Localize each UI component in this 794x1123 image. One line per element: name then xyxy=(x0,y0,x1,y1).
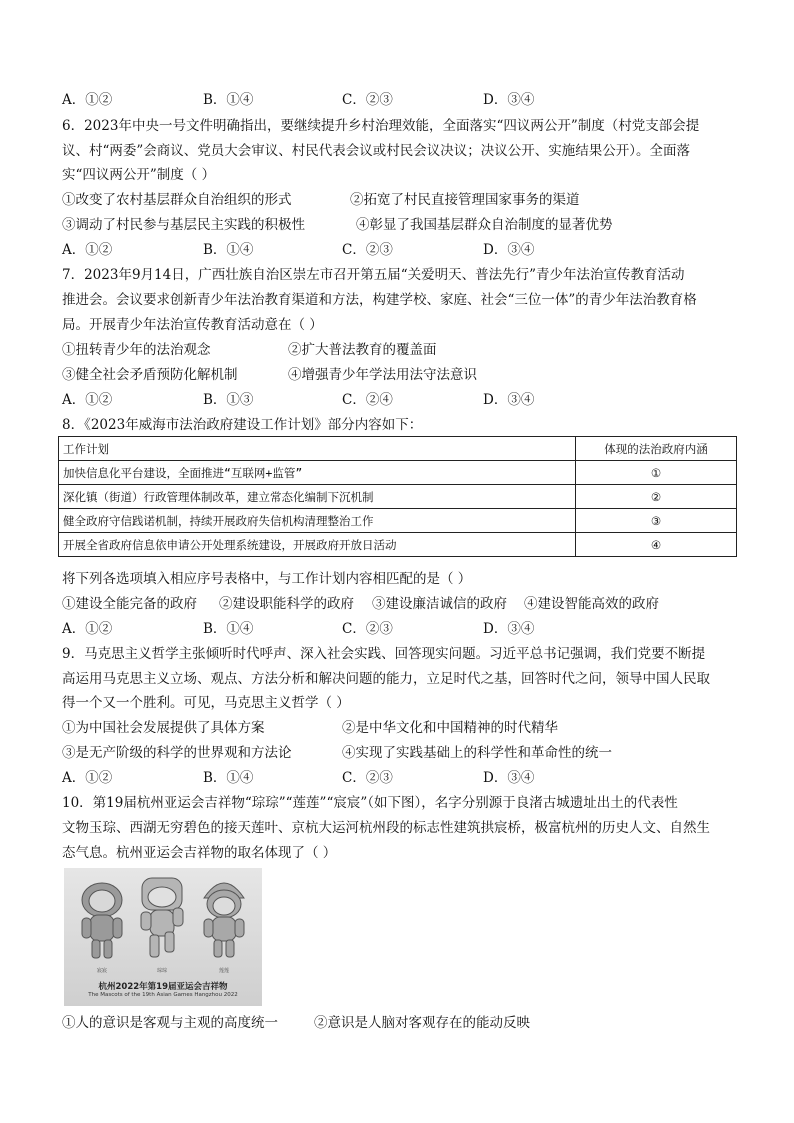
q6-stem-line-3: 实“四议两公开”制度（ ） xyxy=(62,167,216,183)
table-cell-number: ④ xyxy=(576,533,737,557)
q7-stem-line-3: 局。开展青少年法治宣传教育活动意在（ ） xyxy=(62,317,323,333)
mascot-name-congcong: 琮琮 xyxy=(156,968,167,974)
table-cell-plan: 加快信息化平台建设，全面推进“互联网+监管” xyxy=(59,461,576,485)
q8-intro: 8．《2023年威海市法治政府建设工作计划》部分内容如下： xyxy=(62,417,423,433)
q6-option-b[interactable]: B．①④ xyxy=(203,242,254,258)
table-cell-number: ② xyxy=(576,485,737,509)
q5-option-b[interactable]: B．①④ xyxy=(203,92,254,108)
q8-option-b[interactable]: B．①④ xyxy=(203,621,254,637)
q6-choice-3: ③调动了村民参与基层民主实践的积极性 xyxy=(62,217,305,233)
q6-stem-line-2: 议、村“两委”会商议、党员大会审议、村民代表会议或村民会议决议；决议公开、实施结果公开）。全面落 xyxy=(62,143,691,159)
q9-stem-line-1: 9．马克思主义哲学主张倾听时代呼声、深入社会实践、回答现实问题。习近平总书记强调，我们党要不断提 xyxy=(62,646,706,662)
q9-choice-4: ④实现了实践基础上的科学性和革命性的统一 xyxy=(342,745,612,761)
q7-choice-3: ③健全社会矛盾预防化解机制 xyxy=(62,367,238,383)
q7-choice-4: ④增强青少年学法用法守法意识 xyxy=(288,367,477,383)
q6-stem-line-1: 6．2023年中央一号文件明确指出，要继续提升乡村治理效能，全面落实“四议两公开”制度（村党支部会提 xyxy=(62,118,700,134)
q9-option-b[interactable]: B．①④ xyxy=(203,770,254,786)
q7-choice-1: ①扭转青少年的法治观念 xyxy=(62,342,211,358)
mascots-caption-cn: 杭州2022年第19届亚运会吉祥物 xyxy=(98,982,228,992)
q10-choice-1: ①人的意识是客观与主观的高度统一 xyxy=(62,1015,278,1031)
q8-choice-2: ②建设职能科学的政府 xyxy=(219,596,354,612)
q9-choice-1: ①为中国社会发展提供了具体方案 xyxy=(62,720,265,736)
table-cell-number: ① xyxy=(576,461,737,485)
q6-option-c[interactable]: C．②③ xyxy=(342,242,393,258)
q6-option-d[interactable]: D．③④ xyxy=(483,242,535,258)
table-row xyxy=(59,461,737,485)
q8-question: 将下列各选项填入相应序号表格中，与工作计划内容相匹配的是（ ） xyxy=(62,571,472,587)
table-header-meaning: 体现的法治政府内涵 xyxy=(576,437,737,461)
table-cell-number: ③ xyxy=(576,509,737,533)
mascots-caption-en: The Mascots of the 19th Asian Games Hangzhou 2022 xyxy=(88,992,238,998)
q5-option-a[interactable]: A．①② xyxy=(62,92,113,108)
q8-choice-4: ④建设智能高效的政府 xyxy=(524,596,659,612)
q8-option-d[interactable]: D．③④ xyxy=(483,621,535,637)
q9-stem-line-3: 得一个又一个胜利。可见，马克思主义哲学（ ） xyxy=(62,695,350,711)
q6-choice-1: ①改变了农村基层群众自治组织的形式 xyxy=(62,192,292,208)
q7-option-d[interactable]: D．③④ xyxy=(483,392,535,408)
mascot-name-lianlian: 莲莲 xyxy=(218,968,229,974)
q10-choice-2: ②意识是人脑对客观存在的能动反映 xyxy=(314,1015,530,1031)
q9-stem-line-2: 高运用马克思主义立场、观点、方法分析和解决问题的能力，立足时代之基，回答时代之问，领导中国人民取 xyxy=(62,671,710,687)
q5-option-d[interactable]: D．③④ xyxy=(483,92,535,108)
q7-option-b[interactable]: B．①③ xyxy=(203,392,254,408)
table-row xyxy=(59,533,737,557)
table-cell-plan: 健全政府守信践诺机制，持续开展政府失信机构清理整治工作 xyxy=(59,509,576,533)
q7-stem-line-2: 推进会。会议要求创新青少年法治教育渠道和方法，构建学校、家庭、社会“三位一体”的青少年法治教育格 xyxy=(62,292,697,308)
table-cell-plan: 深化镇（街道）行政管理体制改革，建立常态化编制下沉机制 xyxy=(59,485,576,509)
table-header-row xyxy=(59,437,737,461)
table-header-plan: 工作计划 xyxy=(59,437,576,461)
q9-option-d[interactable]: D．③④ xyxy=(483,770,535,786)
table-row xyxy=(59,485,737,509)
q9-choice-2: ②是中华文化和中国精神的时代精华 xyxy=(342,720,558,736)
q7-option-c[interactable]: C．②④ xyxy=(342,392,393,408)
table-cell-plan: 开展全省政府信息依申请公开处理系统建设，开展政府开放日活动 xyxy=(59,533,576,557)
q8-choice-3: ③建设廉洁诚信的政府 xyxy=(372,596,507,612)
q6-option-a[interactable]: A．①② xyxy=(62,242,113,258)
q8-choice-1: ①建设全能完备的政府 xyxy=(62,596,197,612)
q5-option-c[interactable]: C．②③ xyxy=(342,92,393,108)
mascot-name-chenchen: 宸宸 xyxy=(96,968,107,974)
q7-choice-2: ②扩大普法教育的覆盖面 xyxy=(288,342,437,358)
q10-stem-line-2: 文物玉琮、西湖无穷碧色的接天莲叶、京杭大运河杭州段的标志性建筑拱宸桥，极富杭州的历史人文、自然生 xyxy=(62,820,710,836)
mascots-photo xyxy=(64,868,262,1006)
q7-stem-line-1: 7．2023年9月14日，广西壮族自治区崇左市召开第五届“关爱明天、普法先行”青少年法治宣传教育活动 xyxy=(62,267,685,283)
q8-option-a[interactable]: A．①② xyxy=(62,621,113,637)
q9-choice-3: ③是无产阶级的科学的世界观和方法论 xyxy=(62,745,292,761)
q9-option-c[interactable]: C．②③ xyxy=(342,770,393,786)
q8-plan-table xyxy=(58,436,737,557)
q10-stem-line-3: 态气息。杭州亚运会吉祥物的取名体现了（ ） xyxy=(62,845,337,861)
q6-choice-4: ④彰显了我国基层群众自治制度的显著优势 xyxy=(356,217,613,233)
q10-stem-line-1: 10．第19届杭州亚运会吉祥物“琮琮”“莲莲”“宸宸”（如下图），名字分别源于良渚古城遗址出土的代表性 xyxy=(62,795,678,811)
q9-option-a[interactable]: A．①② xyxy=(62,770,113,786)
q6-choice-2: ②拓宽了村民直接管理国家事务的渠道 xyxy=(350,192,580,208)
q8-option-c[interactable]: C．②③ xyxy=(342,621,393,637)
table-row xyxy=(59,509,737,533)
q7-option-a[interactable]: A．①② xyxy=(62,392,113,408)
